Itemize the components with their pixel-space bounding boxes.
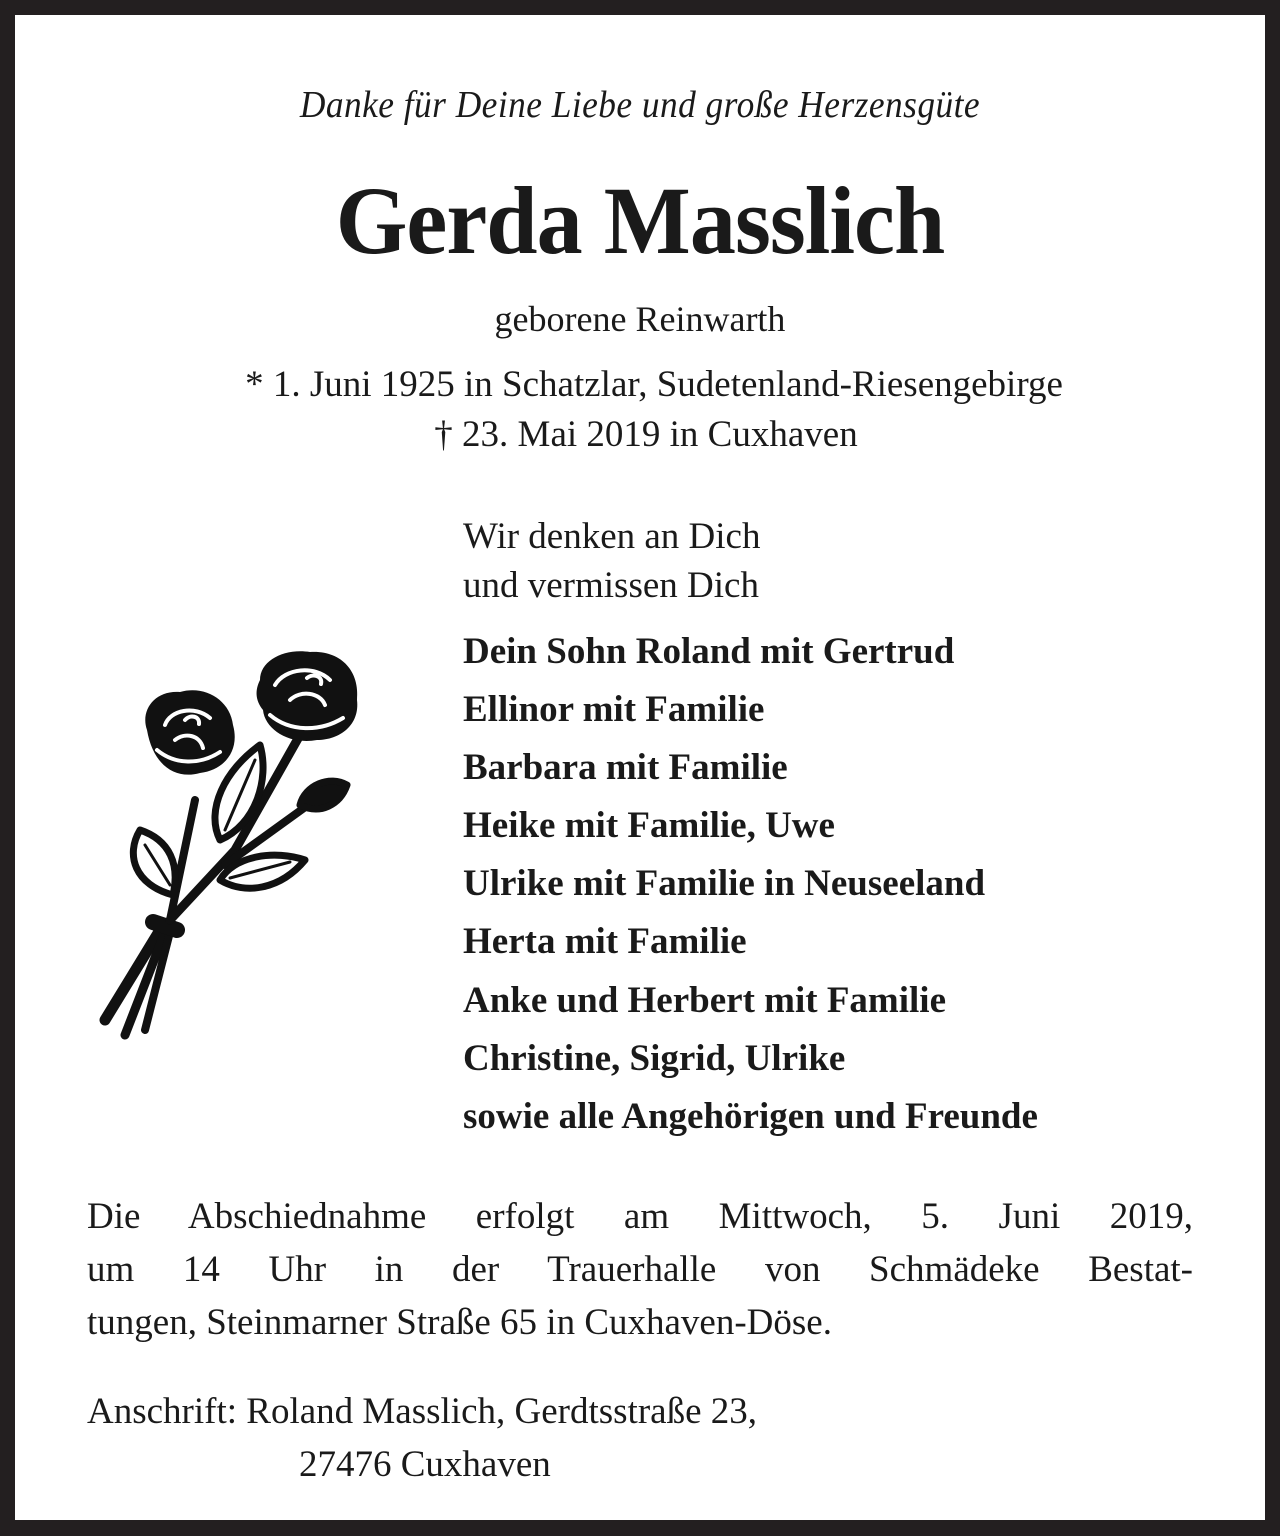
death-line: † 23. Mai 2019 in Cuxhaven [434, 414, 858, 455]
address-line: 27476 Cuxhaven [299, 1444, 551, 1485]
mourner-entry: Ellinor mit Familie [463, 689, 765, 731]
mourner-entry: Herta mit Familie [463, 921, 747, 963]
verse [463, 512, 760, 610]
motto: Danke für Deine Liebe und große Herzensgüte [299, 84, 981, 126]
mourner-entry: Heike mit Familie, Uwe [463, 805, 835, 847]
verse-line: und vermissen Dich [463, 565, 759, 606]
deceased-name: Gerda Masslich [335, 167, 945, 274]
mourner-entry: Dein Sohn Roland mit Gertrud [463, 631, 955, 672]
verse-line: Wir denken an Dich [463, 516, 761, 557]
obituary-card [15, 15, 1265, 1520]
farewell-announcement [87, 1190, 1193, 1349]
mourners-list [463, 629, 1038, 1152]
farewell-line: um 14 Uhr in der Trauerhalle von Schmädeke Bestat- [87, 1249, 1193, 1290]
mourner-entry: sowie alle Angehörigen und Freunde [463, 1095, 1038, 1137]
mourner-entry: Barbara mit Familie [463, 747, 788, 789]
mourner-entry: Ulrike mit Familie in Neuseeland [463, 863, 986, 905]
mourner-entry: Anke und Herbert mit Familie [463, 979, 947, 1021]
maiden-name: geborene Reinwarth [494, 299, 786, 339]
contact-address [87, 1385, 757, 1491]
mourner-entry: Christine, Sigrid, Ulrike [463, 1037, 846, 1079]
roses-bouquet-icon [85, 640, 385, 1040]
birth-line: * 1. Juni 1925 in Schatzlar, Sudetenland-Riesengebirge [245, 364, 1063, 405]
farewell-line: tungen, Steinmarner Straße 65 in Cuxhaven-Döse. [87, 1302, 832, 1343]
farewell-line: Die Abschiednahme erfolgt am Mittwoch, 5. Juni 2019, [87, 1196, 1193, 1237]
address-line: Anschrift: Roland Masslich, Gerdtsstraße 23, [87, 1391, 757, 1432]
